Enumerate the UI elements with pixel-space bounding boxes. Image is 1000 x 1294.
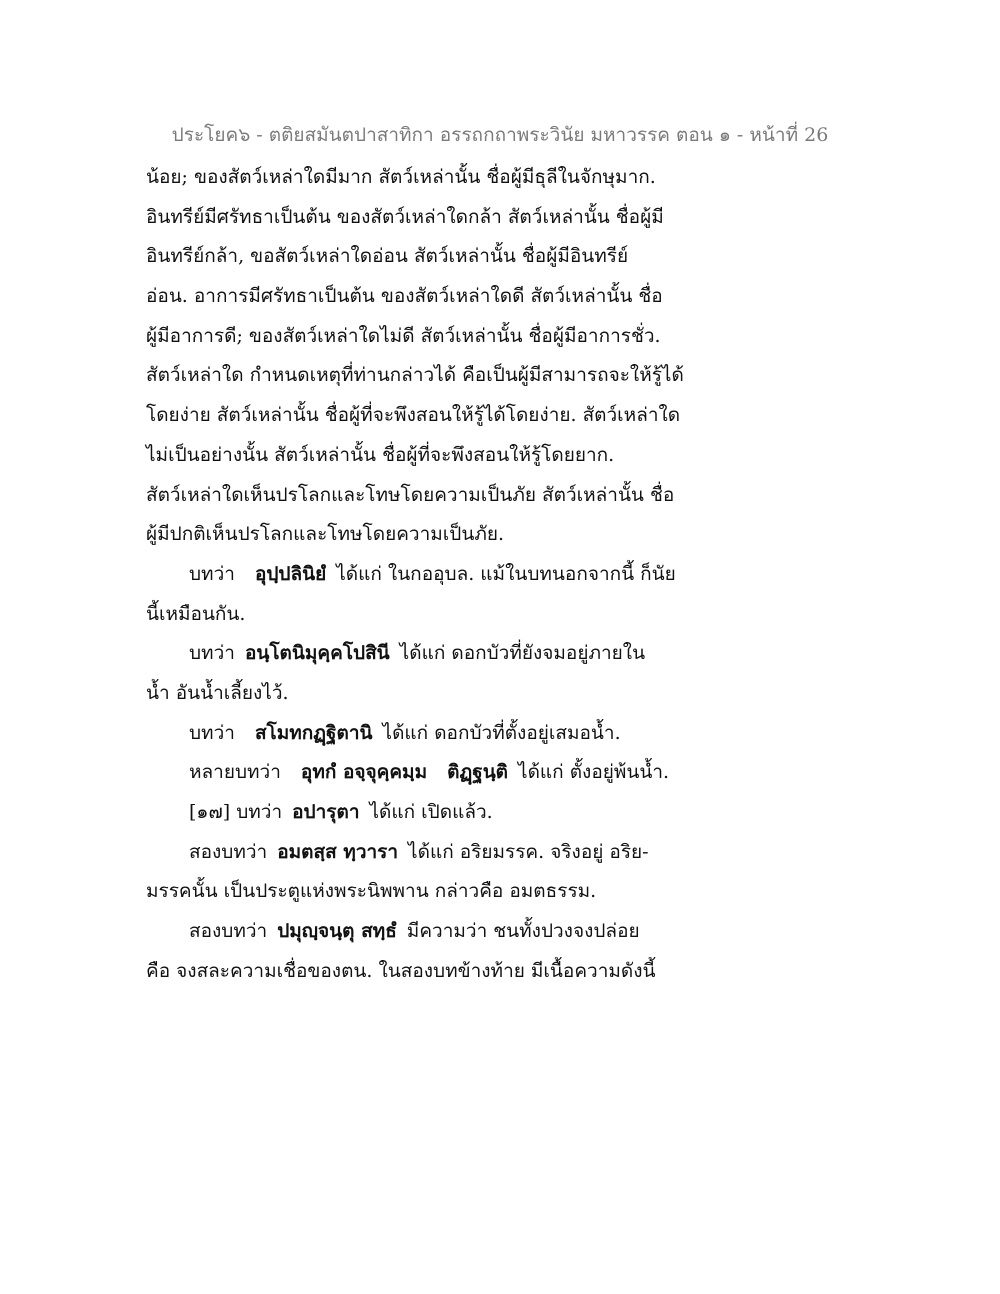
gloss-line-samodaka [146, 714, 716, 754]
text-line: อ่อน. อาการมีศรัทธาเป็นต้น ของสัตว์เหล่าใดดี สัตว์เหล่านั้น ชื่อ [146, 285, 663, 308]
gloss-text: ได้แก่ ตั้งอยู่พ้นน้ำ. [518, 761, 670, 784]
gloss-prefix: สองบทว่า [189, 840, 268, 863]
text-line: นี้เหมือนกัน. [146, 602, 246, 625]
gloss-prefix: สองบทว่า [189, 920, 268, 943]
pali-term: อุปฺปลินิยํ [254, 562, 327, 585]
text-line: คือ จงสละความเชื่อของตน. ในสองบทข้างท้าย มีเนื้อความดังนี้ [146, 959, 656, 982]
pali-term: ปมุญฺจนฺตุ สทฺธํ [277, 920, 397, 943]
gloss-text: ได้แก่ ดอกบัวที่ยังจมอยู่ภายใน [399, 642, 646, 665]
text-line: อินทรีย์มีศรัทธาเป็นต้น ของสัตว์เหล่าใดกล้า สัตว์เหล่านั้น ชื่อผู้มี [146, 205, 664, 228]
running-header: ประโยค๖ - ตติยสมันตปาสาทิกา อรรถกถาพระวินัย มหาวรรค ตอน ๑ - หน้าที่ 26 [171, 124, 829, 146]
text-line: ไม่เป็นอย่างนั้น สัตว์เหล่านั้น ชื่อผู้ที่จะพึงสอนให้รู้โดยยาก. [146, 443, 615, 466]
text-line: ผู้มีอาการดี; ของสัตว์เหล่าใดไม่ดี สัตว์เหล่านั้น ชื่อผู้มีอาการชั่ว. [146, 324, 661, 347]
text-line: มรรคนั้น เป็นประตูแห่งพระนิพพาน กล่าวคือ อมตธรรม. [146, 880, 597, 903]
gloss-line-pamuncantu [146, 912, 716, 952]
pali-term: อปารุตา [292, 801, 360, 823]
text-line: ผู้มีปกติเห็นปรโลกและโทษโดยความเป็นภัย. [146, 523, 505, 546]
document-body [146, 158, 716, 991]
text-line: น้อย; ของสัตว์เหล่าใดมีมาก สัตว์เหล่านั้น ชื่อผู้มีธุลีในจักษุมาก. [146, 166, 656, 188]
gloss-prefix: หลายบทว่า [189, 761, 281, 784]
gloss-text: มีความว่า ชนทั้งปวงจงปล่อย [406, 920, 640, 943]
pali-term: สโมทกฏฺฐิตานิ [254, 721, 373, 744]
gloss-text: ได้แก่ ดอกบัวที่ตั้งอยู่เสมอน้ำ. [382, 721, 621, 744]
pali-term: อุทกํ อจฺจุคฺคมฺม [300, 761, 428, 784]
pali-term: ติฏฺฐนฺติ [447, 761, 509, 784]
text-line: อินทรีย์กล้า, ขอสัตว์เหล่าใดอ่อน สัตว์เหล่านั้น ชื่อผู้มีอินทรีย์ [146, 245, 629, 268]
text-line: สัตว์เหล่าใด กำหนดเหตุที่ท่านกล่าวได้ คือเป็นผู้มีสามารถจะให้รู้ได้ [146, 364, 684, 387]
gloss-line-antonimugga [146, 634, 716, 674]
gloss-text: ได้แก่ อริยมรรค. จริงอยู่ อริย- [408, 840, 649, 863]
gloss-prefix: [๑๗] บทว่า [189, 801, 283, 823]
gloss-line-uppalini [146, 555, 716, 595]
text-line: สัตว์เหล่าใดเห็นปรโลกและโทษโดยความเป็นภัย สัตว์เหล่านั้น ชื่อ [146, 483, 675, 506]
gloss-line-amatassa [146, 833, 716, 873]
pali-term: อมตสฺส ทฺวารา [277, 840, 399, 863]
gloss-line-udakam [146, 753, 716, 793]
text-line: โดยง่าย สัตว์เหล่านั้น ชื่อผู้ที่จะพึงสอนให้รู้ได้โดยง่าย. สัตว์เหล่าใด [146, 404, 681, 427]
gloss-text: ได้แก่ ในกออุบล. แม้ในบทนอกจากนี้ ก็นัย [336, 562, 676, 585]
gloss-text: ได้แก่ เปิดแล้ว. [369, 801, 493, 823]
gloss-line-aparuta [146, 793, 716, 833]
gloss-prefix: บทว่า [189, 721, 235, 744]
text-line: น้ำ อันน้ำเลี้ยงไว้. [146, 681, 289, 704]
gloss-prefix: บทว่า [189, 642, 235, 665]
pali-term: อนฺโตนิมุคฺคโปสินี [244, 642, 390, 665]
gloss-prefix: บทว่า [189, 562, 235, 585]
